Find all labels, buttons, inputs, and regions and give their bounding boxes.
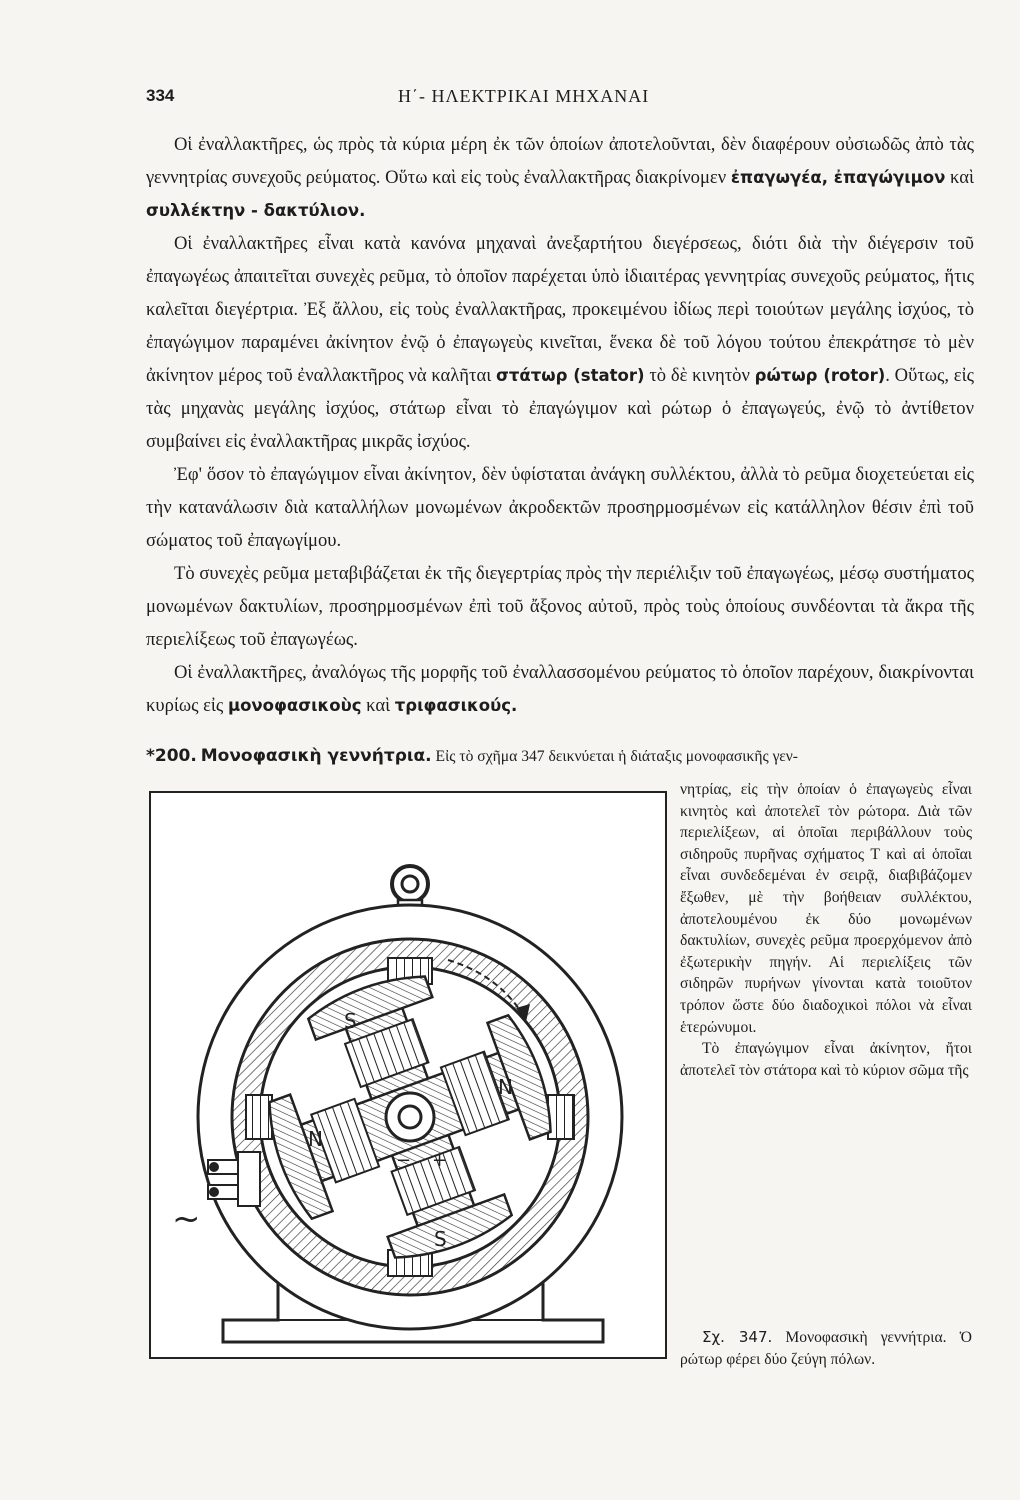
pole-label: S	[344, 1009, 357, 1033]
side-text	[680, 779, 972, 1081]
section-number: *200.	[146, 746, 197, 766]
running-head: Η΄- ΗΛΕΚΤΡΙΚΑΙ ΜΗΧΑΝΑΙ	[398, 86, 650, 106]
paragraph-4: Τὸ συνεχὲς ρεῦμα μεταβιβάζεται ἐκ τῆς διεγερτρίας πρὸς τὴν περιέλιξιν τοῦ ἐπαγωγέως, μέσῳ συστήματος μονωμένων δακτυλίων, προσηρμοσμένων ἐπὶ τοῦ ἄξονος αὐτοῦ, πρὸς τοὺς ὁποίους συνδέονται τὰ ἄκρα τῆς περιελίξεως τοῦ ἐπαγωγέως.	[146, 563, 974, 650]
bold-term: ἐπαγωγέα, ἐπαγώγιμον	[730, 168, 946, 187]
paragraph-2: Οἱ ἐναλλακτῆρες εἶναι κατὰ κανόνα μηχαναὶ ἀνεξαρτήτου διεγέρσεως, διότι διὰ τὴν διέγερσιν τοῦ ἐπαγωγέως ἀπαιτεῖται συνεχὲς ρεῦμα, τὸ ὁποῖον παρέχεται ὑπὸ ἰδιαιτέρας γεννητρίας συνεχοῦς ρεύματος, ἥτις καλεῖται διεγέρτρια. Ἐξ ἄλλου, εἰς τοὺς ἐναλλακτῆρας, προκειμένου ἰδίως περὶ τοιούτων μεγάλης ἰσχύος, τὸ ἐπαγώγιμον παραμένει ἀκίνητον ἐνῷ ὁ ἐπαγωγεὺς κινεῖται, ἕνεκα δὲ τοῦ λόγου τούτου ἐπεκράτησε τὸ μὲν ἀκίνητον μέρος τοῦ ἐναλλακτῆρος νὰ καλῆται στάτωρ (stator) τὸ δὲ κινητὸν ρώτωρ (rotor). Οὕτως, εἰς τὰς μηχανὰς μεγάλης ἰσχύος, στάτωρ εἶναι τὸ ἐπαγώγιμον καὶ ρώτωρ ὁ ἐπαγωγεύς, ἐνῷ τὸ ἀντίθετον συμβαίνει εἰς ἐναλλακτῆρας μικρᾶς ἰσχύος.	[146, 233, 974, 452]
figure-caption	[680, 1326, 972, 1371]
body-text	[146, 128, 974, 722]
bold-term: μονοφασικοὺς	[227, 696, 362, 715]
paragraph-3: Ἐφ' ὅσον τὸ ἐπαγώγιμον εἶναι ἀκίνητον, δὲν ὑφίσταται ἀνάγκη συλλέκτου, ἀλλὰ τὸ ρεῦμα διοχετεύεται εἰς τὴν κατανάλωσιν διὰ καταλλήλων μονωμένων ἀκροδεκτῶν προσηρμοσμένων εἰς κατάλληλον θέσιν ἐπὶ τοῦ σώματος τοῦ ἐπαγωγίμου.	[146, 464, 974, 551]
side-paragraph-2: Τὸ ἐπαγώγιμον εἶναι ἀκίνητον, ἤτοι ἀποτελεῖ τὸν στάτορα καὶ τὸ κύριον σῶμα τῆς	[680, 1040, 972, 1079]
section-title: Μονοφασικὴ γεννήτρια.	[200, 746, 432, 766]
bold-term: τριφασικούς.	[394, 696, 518, 715]
ac-symbol: ~	[172, 1199, 201, 1239]
pole-label: N	[498, 1075, 513, 1099]
paragraph-5: Οἱ ἐναλλακτῆρες, ἀναλόγως τῆς μορφῆς τοῦ ἐναλλασσομένου ρεύματος τὸ ὁποῖον παρέχουν, διακρίνονται κυρίως εἰς μονοφασικοὺς καὶ τριφασικούς.	[146, 662, 974, 716]
page-number: 334	[146, 86, 175, 105]
section-lead: Εἰς τὸ σχῆμα 347 δεικνύεται ἡ διάταξις μονοφασικῆς γεν-	[435, 748, 799, 765]
bold-term: στάτωρ (stator)	[496, 366, 645, 385]
page-header	[146, 86, 976, 116]
generator-figure	[148, 790, 668, 1360]
side-paragraph-1: νητρίας, εἰς τὴν ὁποίαν ὁ ἐπαγωγεὺς εἶναι κινητὸς καὶ ἀποτελεῖ τὸν ρώτορα. Διὰ τῶν περιελίξεων, αἱ ὁποῖαι περιβάλλουν τοὺς σιδηροῦς πυρῆνας σχήματος Τ καὶ αἱ ὁποῖαι εἶναι συνδεδεμέναι ἐν σειρᾷ, διαβιβάζομεν ἔξωθεν, μὲ τὴν βοήθειαν συλλέκτου, ἀποτελουμένου ἐκ δύο μονωμένων δακτυλίων, συνεχὲς ρεῦμα προερχόμενον ἀπὸ ἐξωτερικὴν πηγήν. Αἱ περιελίξεις τῶν σιδηρῶν πυρήνων γίνονται κατὰ τοιοῦτον τρόπον ὥστε δύο διαδοχικοὶ πόλοι νὰ εἶναι ἑτερώνυμοι.	[680, 781, 972, 1036]
minus-sign: −	[396, 1150, 412, 1171]
caption-label: Σχ. 347.	[702, 1328, 773, 1346]
bold-term: συλλέκτην - δακτύλιον.	[146, 201, 366, 220]
section-heading	[146, 746, 976, 766]
caption-text: Μονοφασικὴ γεννήτρια. Ὁ ρώτωρ φέρει δύο ζεύγη πόλων.	[680, 1329, 972, 1368]
plus-sign: +	[432, 1150, 448, 1171]
pole-label: S	[434, 1227, 447, 1251]
paragraph-1: Οἱ ἐναλλακτῆρες, ὡς πρὸς τὰ κύρια μέρη ἐκ τῶν ὁποίων ἀποτελοῦνται, δὲν διαφέρουν οὐσιωδῶς ἀπὸ τὰς γεννητρίας συνεχοῦς ρεύματος. Οὕτω καὶ εἰς τοὺς ἐναλλακτῆρας διακρίνομεν ἐπαγωγέα, ἐπαγώγιμον καὶ συλλέκτην - δακτύλιον.	[146, 134, 974, 220]
bold-term: ρώτωρ (rotor)	[754, 366, 886, 385]
pole-label: N	[308, 1127, 323, 1151]
